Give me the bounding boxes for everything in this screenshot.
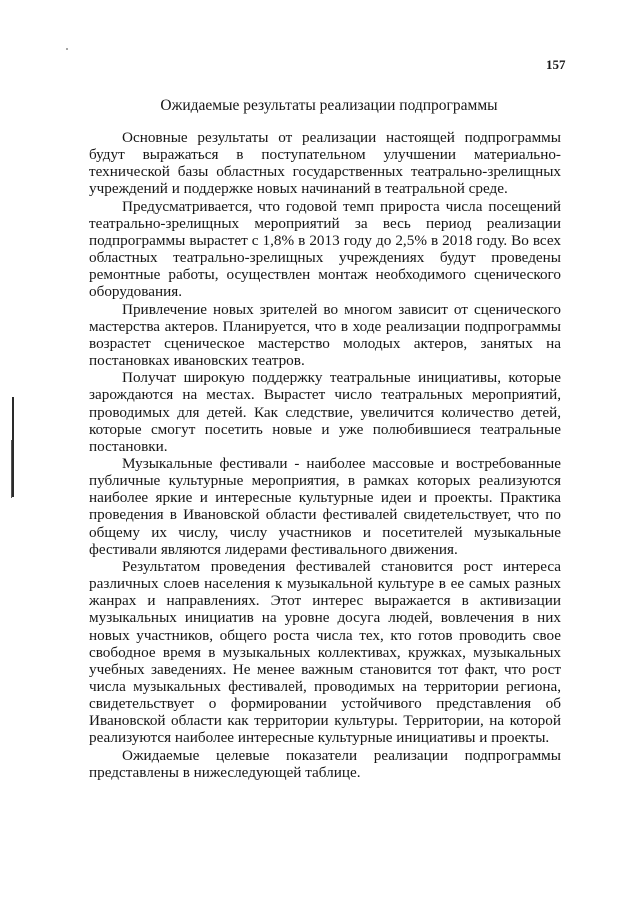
paragraph: Получат широкую поддержку театральные инициативы, которые зарождаются на местах. Вырастет число театральных мероприятий, проводимых для детей. Как следствие, увеличится количество детей, которые смогут посетить новые и уже полюбившиеся театральные постановки. (89, 369, 561, 455)
scan-margin-line (11, 440, 12, 498)
paragraph: Привлечение новых зрителей во многом зависит от сценического мастерства актеров. Планируется, что в ходе реализации подпрограммы возрастет сценическое мастерство молодых актеров, занятых на постановках ивановских театров. (89, 300, 561, 370)
paragraph: Музыкальные фестивали - наиболее массовые и востребованные публичные культурные мероприятия, в рамках которых реализуются наиболее яркие и интересные культурные идеи и проекты. Практика проведения в Ивановской области фестивалей свидетельствует, что по общему их числу, числу участников и посетителей музыкальные фестивали являются лидерами фестивального движения. (89, 454, 561, 558)
scan-speck (66, 48, 68, 50)
page-number: 157 (546, 57, 566, 72)
section-title: Ожидаемые результаты реализации подпрограммы (160, 97, 498, 114)
paragraph: Ожидаемые целевые показатели реализации подпрограммы представлены в нижеследующей таблице. (89, 746, 561, 781)
paragraph: Основные результаты от реализации настоящей подпрограммы будут выражаться в поступательном улучшении материально-технической базы областных государственных театрально-зрелищных учреждений и поддержке новых начинаний в театральной среде. (89, 129, 561, 198)
paragraph: Предусматривается, что годовой темп прироста числа посещений театрально-зрелищных мероприятий за весь период реализации подпрограммы вырастет с 1,8% в 2013 году до 2,5% в 2018 году. Во всех областных театрально-зрелищных учреждениях будут проведены ремонтные работы, осуществлен монтаж необходимого сценического оборудования. (89, 197, 561, 301)
paragraph: Результатом проведения фестивалей становится рост интереса различных слоев населения к музыкальной культуре в ее самых разных жанрах и направлениях. Этот интерес выражается в активизации музыкальных инициатив на уровне досуга людей, вовлечения в них новых участников, общего роста числа тех, кто готов проводить свое свободное время в музыкальных коллективах, кружках, музыкальных учебных заведениях. Не менее важным становится тот факт, что рост числа музыкальных фестивалей, проводимых на территории региона, свидетельствует о формировании устойчивого представления об Ивановской области как территории культуры. Территории, на которой реализуются наиболее интересные культурные инициативы и проекты. (89, 557, 561, 747)
body-text (89, 129, 561, 781)
scan-margin-line (12, 397, 14, 497)
